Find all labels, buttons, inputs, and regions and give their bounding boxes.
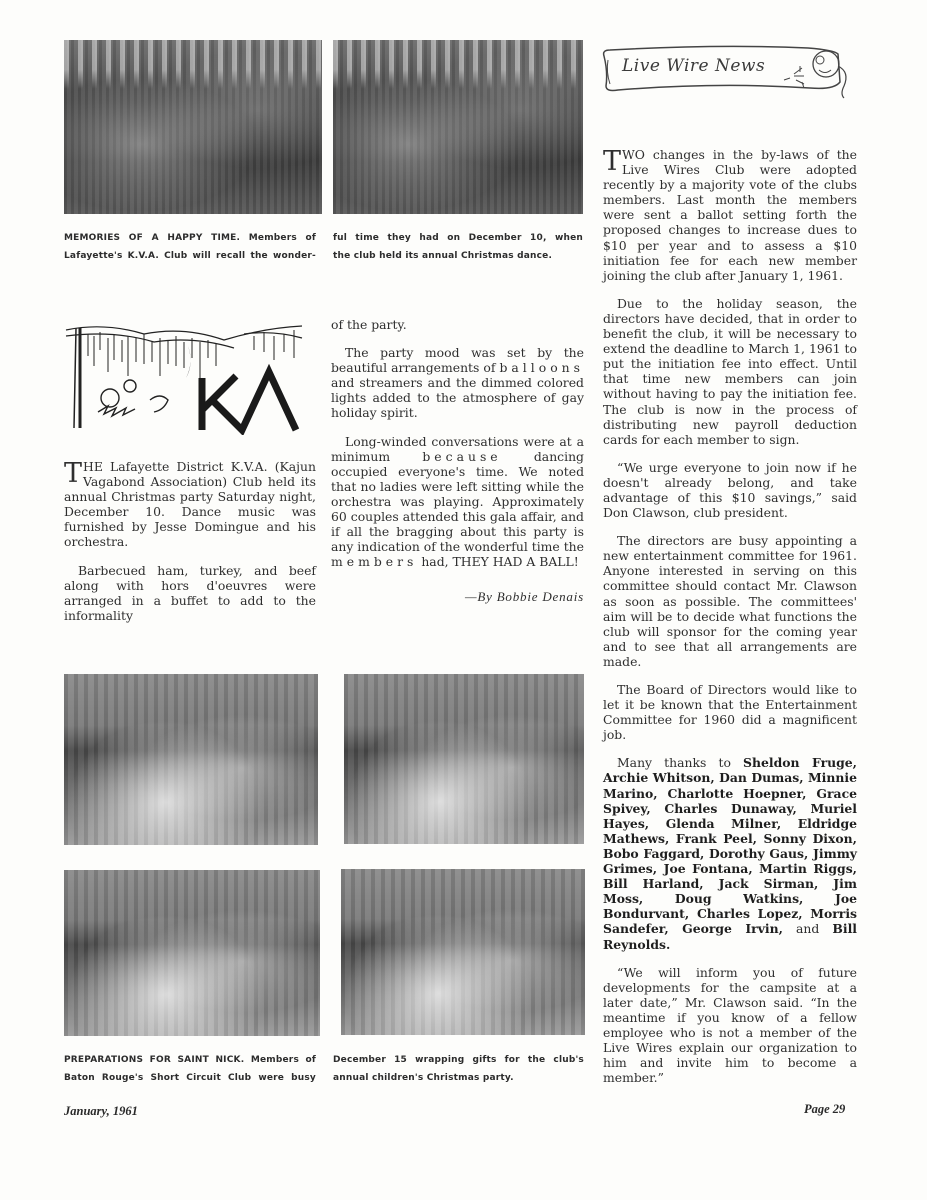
spaced-word: members [331,554,418,570]
paragraph-text: The party mood was set by the beautiful arrangements of [331,345,584,376]
paragraph-text: Long-winded conversations were at a minimum [331,433,584,464]
kva-article-col1 [64,459,316,636]
streamers-decoration [333,40,583,89]
drop-cap: T [64,458,83,489]
caption-line: Baton Rouge's Short Circuit Club were busy [64,1073,316,1083]
paragraph-text: had, THEY HAD A BALL! [417,554,579,570]
caption-dance-left [64,229,316,265]
thanks-names: Sheldon Fruge, Archie Whitson, Dan Dumas, Minnie Marino, Charlotte Hoepner, Grace Spivey, Charles Dunaway, Muriel Hayes, Glenda Milner, Eldridge Mathews, Frank Peel, Sonny Dixon, Bobo Faggard, Dorothy Gaus, Jimmy Grimes, Joe Fontana, Martin Riggs, Bill Harland, Jack Sirman, Jim Moss, Doug Watkins, Joe Bondurvant, Charles Lopez, Morris Sandefer, George Irvin, [603,755,857,937]
lwn-paragraph-7: “We will inform you of future developments for the campsite at a later date,” Mr. Clawson said. “In the meantime if you know of a fellow employee who is not a member of the Live Wires explain our organization to him and invite him to become a member.” [603,964,857,1086]
kva-paragraph-4 [331,434,584,570]
paragraph-text: WO changes in the by-laws of the Live Wires Club were adopted recently by a majority vote of the clubs members. Last month the members were sent a ballot setting forth the proposed changes to increase dues to $10 per year and to assess a $10 initiation fee for each new member joining the club after January 1, 1961. [603,147,857,283]
lwn-paragraph-thanks [603,755,857,951]
lwn-paragraph-1 [603,147,857,283]
caption-line: Lafayette's K.V.A. Club will recall the wonder- [64,251,316,261]
photo-wrapping-1 [64,674,318,845]
caption-wrapping-left [64,1051,316,1087]
kva-paragraph-3 [331,345,584,420]
caption-line: annual children's Christmas party. [333,1073,514,1083]
paragraph-text: and [782,921,833,937]
kva-continued-text: of the party. [331,317,407,332]
banner-title: Live Wire News [622,56,766,76]
photo-wrapping-4 [341,869,585,1035]
lwn-paragraph-5: The Board of Directors would like to let it be known that the Entertainment Committee for 1960 did a magnificent job. [603,682,857,743]
caption-line: PREPARATIONS FOR SAINT NICK. Members of [64,1055,316,1065]
caption-line: ful time they had on December 10, when [333,233,583,243]
byline: —By Bobbie Denais [464,589,584,605]
live-wire-news-banner [598,42,860,102]
streamers-decoration [64,40,322,89]
caption-line: December 15 wrapping gifts for the club's [333,1055,584,1065]
live-wire-news-column [603,147,857,1098]
kva-paragraph-2: Barbecued ham, turkey, and beef along with hors d'oeuvres were arranged in a buffet to add to the informality [64,562,316,623]
photo-wrapping-2 [344,674,584,844]
footer-date: January, 1961 [64,1104,138,1118]
kva-moss-tree-illustration-icon [64,320,304,435]
lwn-paragraph-4: The directors are busy appointing a new entertainment committee for 1961. Anyone interested in serving on this committee should contact Mr. Clawson as soon as possible. The committees' aim will be to decide what functions the club will sponsor for the coming year and to see that all arrangements are made. [603,533,857,669]
kva-logo [64,320,304,435]
photo-wrapping-3 [64,870,320,1036]
thanks-last-name: Bill Reynolds. [603,921,857,952]
lwn-paragraph-3: “We urge everyone to join now if he doesn't already belong, and take advantage of this $10 savings,” said Don Clawson, club president. [603,459,857,521]
caption-line: MEMORIES OF A HAPPY TIME. Members of [64,233,316,243]
photo-dance-right [333,40,583,214]
paragraph-text: Many thanks to [617,755,744,771]
photo-dance-left [64,40,322,214]
lwn-paragraph-2: Due to the holiday season, the directors have decided, that in order to benefit the club, it will be necessary to extend the deadline to March 1, 1961 to put the initiation fee into effect. Until that time new members can join without having to pay the initiation fee. The club is now in the process of distributing new payroll deduction cards for each member to sign. [603,295,857,447]
drop-cap: T [603,146,622,177]
footer-page-number: Page 29 [804,1102,846,1116]
kva-article-col2 [331,317,584,605]
caption-dance-right [333,229,583,265]
spaced-word: balloons [499,360,584,376]
paragraph-text: and streamers and the dimmed colored lights added to the atmosphere of gay holiday spirit. [331,375,584,421]
paragraph-text: dancing occupied everyone's time. We noted that no ladies were left sitting while the orchestra was playing. Approximately 60 couples attended this gala affair, and if all the bragging about this party is any indication of the wonderful time the [331,448,584,555]
paragraph-text: HE Lafayette District K.V.A. (Kajun Vagabond Association) Club held its annual Christmas party Saturday night, December 10. Dance music was furnished by Jesse Domingue and his orchestra. [64,459,316,550]
caption-line: the club held its annual Christmas dance. [333,251,553,261]
kva-paragraph-1 [64,459,316,550]
caption-wrapping-right [333,1051,584,1087]
spaced-word: because [422,448,502,464]
